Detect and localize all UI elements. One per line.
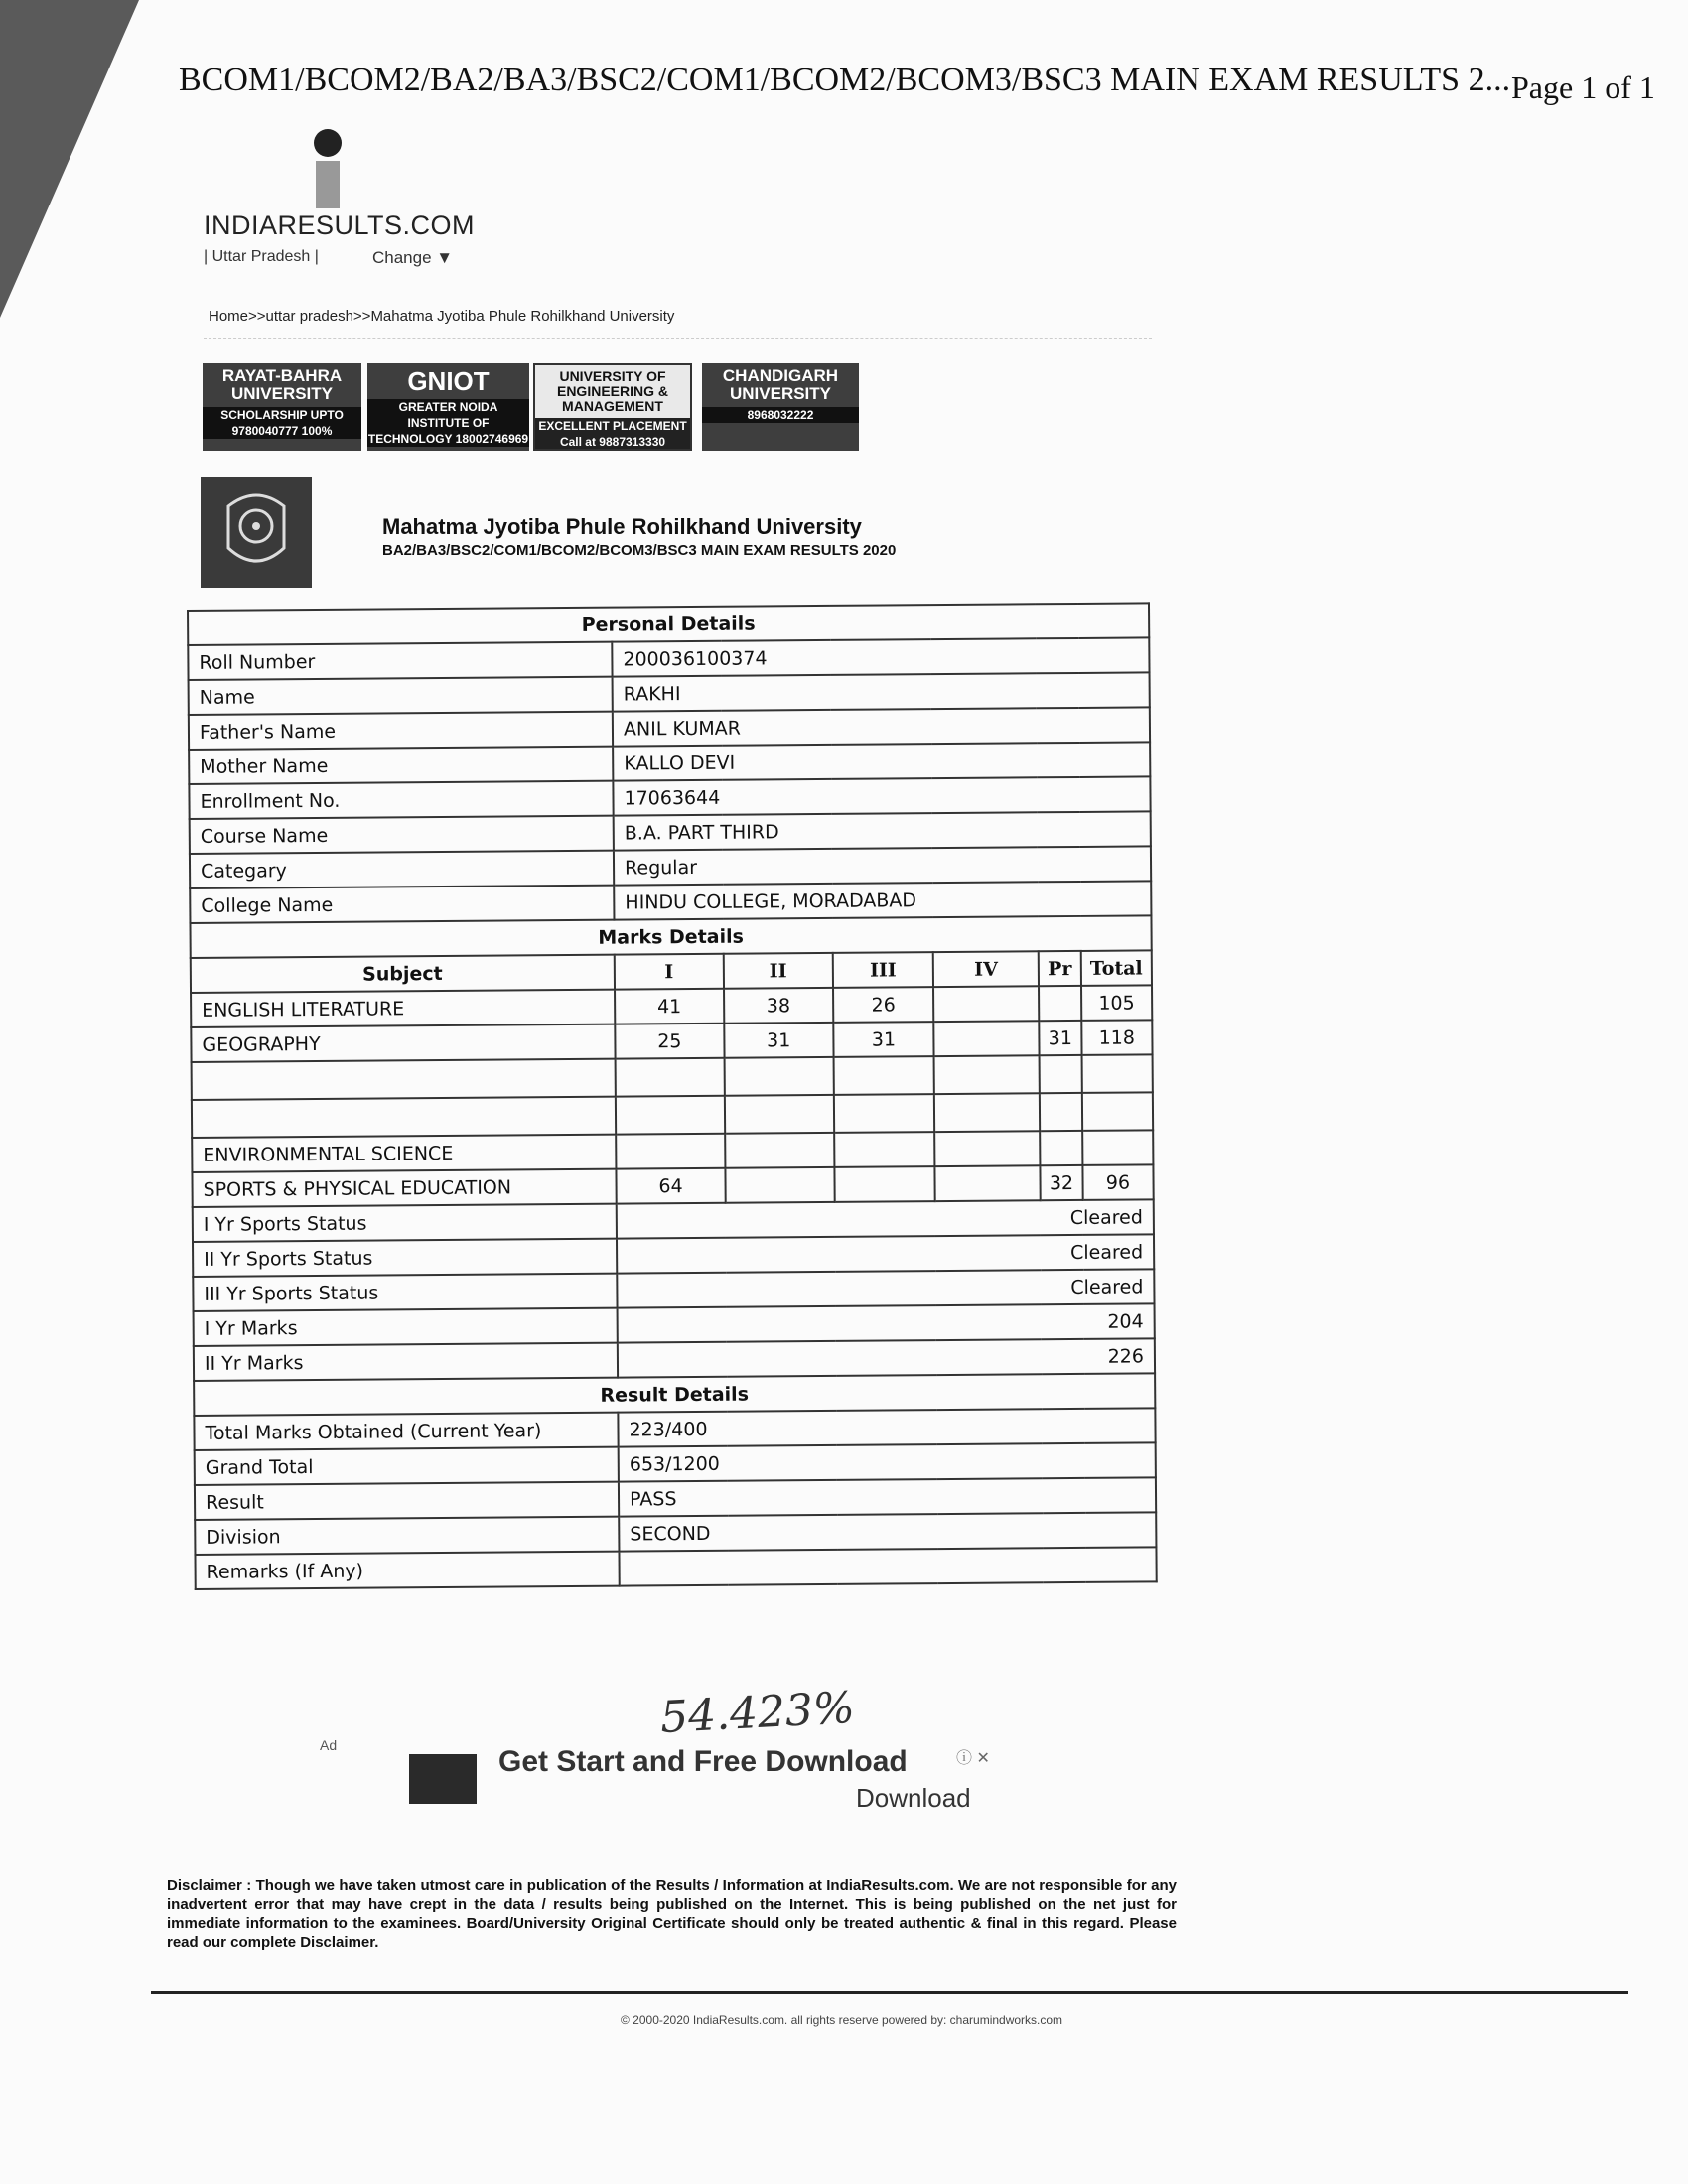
column-header: IV xyxy=(933,951,1039,987)
field-label: Total Marks Obtained (Current Year) xyxy=(194,1413,618,1450)
marks-cell: 26 xyxy=(833,987,934,1023)
print-header-title: BCOM1/BCOM2/BA2/BA3/BSC2/COM1/BCOM2/BCOM3/BSC3 MAIN EXAM RESULTS 2... xyxy=(179,62,1511,98)
ad-download-link[interactable]: Download xyxy=(856,1783,971,1813)
footer-divider xyxy=(151,1991,1628,1994)
marks-cell: 38 xyxy=(724,988,833,1024)
marks-cell: 105 xyxy=(1081,985,1152,1021)
field-label: Result xyxy=(195,1482,619,1520)
field-value: ANIL KUMAR xyxy=(613,707,1150,746)
marks-cell xyxy=(1039,986,1081,1021)
scan-corner-fold xyxy=(0,0,139,318)
university-name: Mahatma Jyotiba Phule Rohilkhand University xyxy=(382,514,862,539)
result-table xyxy=(187,602,1158,1590)
exam-title: BA2/BA3/BSC2/COM1/BCOM2/BCOM3/BSC3 MAIN EXAM RESULTS 2020 xyxy=(382,542,897,559)
ad-title: RAYAT-BAHRA UNIVERSITY xyxy=(221,366,343,403)
column-header: III xyxy=(832,952,933,988)
marks-cell: 96 xyxy=(1082,1164,1153,1200)
marks-cell: 118 xyxy=(1081,1020,1152,1055)
ad-subtitle: 8968032222 xyxy=(702,407,859,423)
ad-headline-link[interactable]: Get Start and Free Download xyxy=(498,1745,908,1778)
field-label: Division xyxy=(195,1517,619,1555)
ad-subtitle: EXCELLENT PLACEMENT Call at 9887313330 xyxy=(535,418,690,450)
field-label: I Yr Sports Status xyxy=(193,1204,617,1242)
field-label: Grand Total xyxy=(195,1447,619,1485)
field-value xyxy=(620,1547,1157,1585)
subject-name: SPORTS & PHYSICAL EDUCATION xyxy=(192,1169,616,1207)
section-heading-result: Result Details xyxy=(194,1373,1155,1416)
marks-cell xyxy=(933,986,1039,1022)
column-header: Subject xyxy=(191,955,615,993)
state-label: | Uttar Pradesh | xyxy=(204,248,319,265)
ad-title: GNIOT xyxy=(407,366,490,396)
site-logo-icon xyxy=(306,129,350,212)
field-value: B.A. PART THIRD xyxy=(614,811,1151,850)
section-heading-personal: Personal Details xyxy=(188,603,1149,645)
ad-title: CHANDIGARH UNIVERSITY xyxy=(722,366,839,403)
marks-cell: 41 xyxy=(615,989,724,1024)
field-value: SECOND xyxy=(619,1512,1156,1551)
field-value: Cleared xyxy=(617,1199,1154,1238)
field-value: 204 xyxy=(618,1303,1155,1342)
subject-name: ENGLISH LITERATURE xyxy=(191,990,615,1027)
field-label: II Yr Sports Status xyxy=(193,1239,617,1277)
ad-banner-gniot[interactable] xyxy=(367,363,529,451)
print-page-number: Page 1 of 1 xyxy=(1511,69,1655,105)
field-label: Course Name xyxy=(190,816,614,854)
marks-cell: 31 xyxy=(1039,1021,1081,1055)
field-label: Remarks (If Any) xyxy=(195,1552,619,1589)
ad-close-icon[interactable]: ⓘ ✕ xyxy=(956,1750,990,1767)
field-label: Roll Number xyxy=(188,642,612,680)
copyright-text: © 2000-2020 IndiaResults.com. all rights reserve powered by: charumindworks.com xyxy=(621,2013,1063,2027)
field-label: College Name xyxy=(190,886,614,923)
field-value: 226 xyxy=(618,1338,1155,1377)
ad-thumbnail-image[interactable] xyxy=(409,1754,477,1804)
column-header: I xyxy=(615,954,724,990)
field-value: HINDU COLLEGE, MORADABAD xyxy=(614,881,1151,919)
marks-cell: 31 xyxy=(724,1023,833,1058)
university-seal-icon xyxy=(201,477,312,588)
ad-subtitle: SCHOLARSHIP UPTO 9780040777 100% xyxy=(203,407,361,439)
field-value: 17063644 xyxy=(613,776,1150,815)
table-row xyxy=(195,1547,1156,1589)
section-heading-marks: Marks Details xyxy=(190,915,1151,958)
subject-name: GEOGRAPHY xyxy=(191,1024,615,1062)
field-value: PASS xyxy=(619,1477,1156,1516)
field-value: 653/1200 xyxy=(619,1442,1156,1481)
ad-label: Ad xyxy=(320,1737,338,1753)
ad-title: UNIVERSITY OF ENGINEERING & MANAGEMENT xyxy=(556,368,668,414)
field-value: Regular xyxy=(614,846,1151,885)
field-label: Mother Name xyxy=(189,747,613,784)
ad-banner-rayat-bahra[interactable] xyxy=(203,363,361,451)
subject-name: ENVIRONMENTAL SCIENCE xyxy=(192,1135,616,1172)
marks-cell: 32 xyxy=(1041,1165,1083,1200)
column-header: Total xyxy=(1081,950,1152,986)
field-value: 200036100374 xyxy=(612,637,1149,676)
field-label: II Yr Marks xyxy=(194,1343,618,1381)
field-label: Father's Name xyxy=(189,712,613,750)
ad-banner-uem[interactable] xyxy=(533,363,692,451)
disclaimer-text: Disclaimer : Though we have taken utmost care in publication of the Results / Information at IndiaResults.com. We are not responsible for any inadvertent error that may have crept in the data / results being published on the Internet. This is being published on the net just for immediate information to the examinees. Board/University Original Certificate should only be treated authentic & final in this regard. Please read our complete Disclaimer. xyxy=(167,1877,1177,1951)
column-header: II xyxy=(724,953,833,989)
ad-banner-chandigarh[interactable] xyxy=(702,363,859,451)
field-label: I Yr Marks xyxy=(194,1308,618,1346)
marks-cell: 64 xyxy=(616,1168,725,1204)
field-value: KALLO DEVI xyxy=(613,742,1150,780)
breadcrumb[interactable]: Home>>uttar pradesh>>Mahatma Jyotiba Phule Rohilkhand University xyxy=(209,308,675,325)
field-value: RAKHI xyxy=(613,672,1150,711)
handwritten-percentage: 54.423% xyxy=(658,1682,856,1744)
field-label: III Yr Sports Status xyxy=(193,1274,617,1311)
field-label: Enrollment No. xyxy=(189,781,613,819)
field-value: Cleared xyxy=(617,1234,1154,1273)
field-label: Name xyxy=(189,677,613,715)
column-header: Pr xyxy=(1039,951,1081,986)
marks-cell: 31 xyxy=(833,1022,934,1057)
marks-cell: 25 xyxy=(615,1024,724,1059)
site-logo[interactable]: INDIARESULTS.COM xyxy=(204,210,476,240)
change-state-link[interactable]: Change ▼ xyxy=(372,248,454,267)
ad-subtitle: GREATER NOIDA INSTITUTE OF TECHNOLOGY 18002746969 xyxy=(367,400,529,446)
field-label: Categary xyxy=(190,851,614,888)
field-value: 223/400 xyxy=(618,1408,1155,1446)
field-value: Cleared xyxy=(617,1269,1154,1307)
ad-thumbnail-caption xyxy=(354,1772,404,1802)
divider xyxy=(204,338,1152,339)
marks-cell xyxy=(934,1021,1040,1056)
